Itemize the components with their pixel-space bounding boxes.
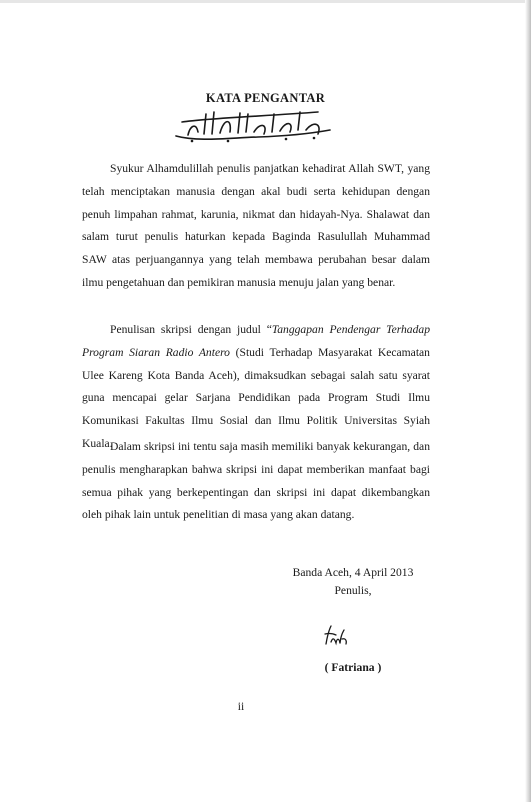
scan-top-edge <box>0 0 531 3</box>
paragraph-gratitude: Syukur Alhamdulillah penulis panjatkan kehadirat Allah SWT, yang telah menciptakan manusia dengan akal budi serta kehidupan dengan penuh limpahan rahmat, karunia, nikmat dan hidayah-Nya. Shalawat dan salam turut penulis haturkan kepada Baginda Rasulullah Muhammad SAW atas perjuangannya yang telah membawa perubahan besar dalam ilmu pengetahuan dan pemikiran manusia menuju jalan yang benar. <box>82 162 430 289</box>
paragraph-limitations: Dalam skripsi ini tentu saja masih memiliki banyak kekurangan, dan penulis mengharapkan bahwa skripsi ini dapat memberikan manfaat bagi semua pihak yang berkepentingan dan skripsi ini dapat dikembangkan oleh pihak lain untuk penelitian di masa yang akan datang. <box>82 440 430 522</box>
page-number: ii <box>237 700 245 713</box>
signer-role: Penulis, <box>334 584 372 597</box>
bismillah-calligraphy-icon <box>168 108 338 144</box>
page-title: KATA PENGANTAR <box>205 91 326 105</box>
signer-name: ( Fatriana ) <box>324 661 382 674</box>
paragraph-thesis-purpose: Penulisan skripsi dengan judul “Tanggapan Pendengar Terhadap Program Siaran Radio Antero (Studi Terhadap Masyarakat Kecamatan Ulee Kareng Kota Banda Aceh), dimaksudkan sebagai salah satu syarat guna mencapai gelar Sarjana Pendidikan pada Program Studi Ilmu Komunikasi Fakultas Ilmu Sosial dan Ilmu Politik Universitas Syiah Kuala. <box>82 323 430 450</box>
scan-right-edge <box>525 0 531 802</box>
place-date: Banda Aceh, 4 April 2013 <box>292 566 414 579</box>
handwritten-signature-icon <box>322 622 350 650</box>
thesis-title: Tanggapan Pendengar Terhadap Program Siaran Radio Antero <box>82 323 430 359</box>
